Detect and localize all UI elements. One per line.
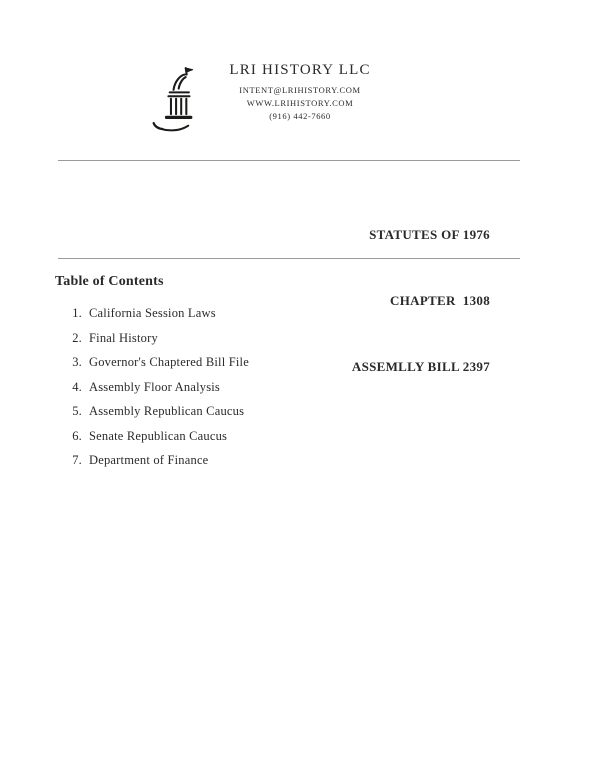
toc-item xyxy=(68,306,249,320)
toc-item-number: 1. xyxy=(72,306,82,320)
statute-reference xyxy=(352,180,490,422)
toc-item-number: 4. xyxy=(72,379,82,394)
toc-item-label: Assembly Republican Caucus xyxy=(89,404,245,418)
company-phone: (916) 442-7660 xyxy=(269,111,331,121)
company-email: INTENT@LRIHISTORY.COM xyxy=(239,85,361,95)
toc-item xyxy=(68,380,249,394)
toc-item-label: Department of Finance xyxy=(89,453,209,467)
toc-list xyxy=(68,306,249,478)
letterhead-text xyxy=(0,62,600,123)
toc-item-number: 5. xyxy=(72,404,82,418)
company-website: WWW.LRIHISTORY.COM xyxy=(246,98,354,108)
toc-item-number: 6. xyxy=(72,428,82,443)
toc-item-number: 2. xyxy=(72,330,82,345)
toc-item-label: Assembly Floor Analysis xyxy=(89,379,220,394)
bill-line: ASSEMLLY BILL 2397 xyxy=(351,359,490,374)
capitol-logo-icon xyxy=(146,62,210,142)
toc-title: Table of Contents xyxy=(55,274,164,289)
toc-item xyxy=(68,404,249,418)
toc-item xyxy=(68,331,249,345)
company-name: LRI HISTORY LLC xyxy=(229,62,371,78)
letterhead xyxy=(0,62,600,123)
toc-item-number: 3. xyxy=(72,355,82,369)
toc-item-label: California Session Laws xyxy=(89,306,216,320)
statutes-line: STATUTES OF 1976 xyxy=(369,227,490,242)
toc-item-number: 7. xyxy=(72,453,82,467)
toc-item xyxy=(68,453,249,467)
toc-item xyxy=(68,355,249,369)
toc-item-label: Final History xyxy=(89,330,158,345)
toc-item xyxy=(68,429,249,443)
toc-item-label: Governor's Chaptered Bill File xyxy=(89,355,249,369)
chapter-line: CHAPTER 1308 xyxy=(390,293,490,308)
divider-top xyxy=(58,160,520,161)
toc-item-label: Senate Republican Caucus xyxy=(89,428,228,443)
